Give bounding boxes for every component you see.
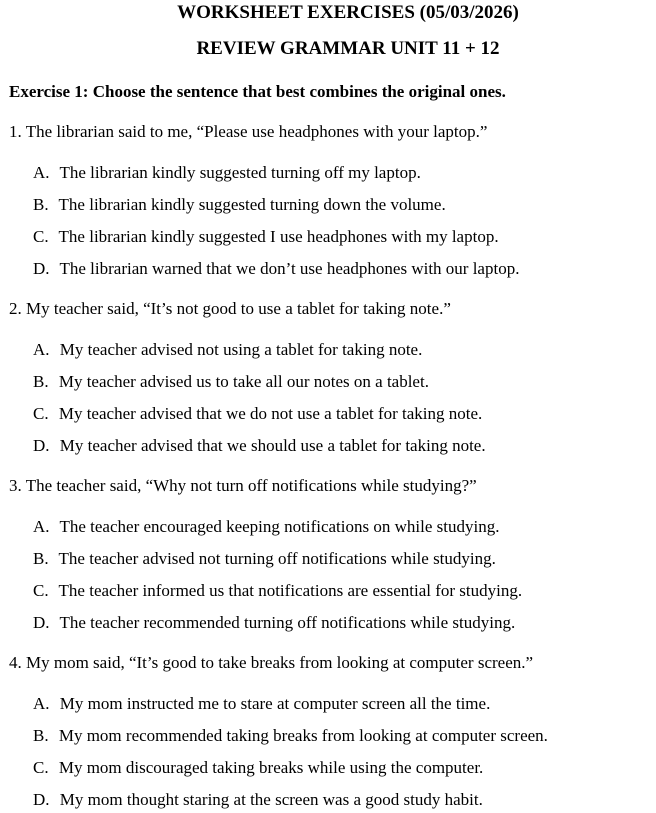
option-text: The teacher recommended turning off notifications while studying.	[59, 613, 516, 632]
option-letter: B.	[33, 726, 49, 745]
question-1-option-d	[33, 259, 519, 279]
question-4-option-a	[33, 694, 490, 714]
option-text: My teacher advised that we should use a tablet for taking note.	[59, 436, 486, 455]
option-text: My teacher advised us to take all our notes on a tablet.	[58, 372, 429, 391]
option-text: My mom recommended taking breaks from looking at computer screen.	[58, 726, 548, 745]
option-text: The librarian kindly suggested I use headphones with my laptop.	[58, 227, 499, 246]
option-text: My mom thought staring at the screen was a good study habit.	[59, 790, 483, 809]
exercise-instruction: Exercise 1: Choose the sentence that best combines the original ones.	[9, 82, 506, 101]
option-letter: B.	[33, 549, 49, 568]
option-text: The teacher advised not turning off notifications while studying.	[58, 549, 496, 568]
option-text: The teacher encouraged keeping notifications on while studying.	[59, 517, 500, 536]
option-letter: C.	[33, 227, 49, 246]
question-1-option-b	[33, 195, 446, 215]
option-text: The teacher informed us that notifications are essential for studying.	[58, 581, 523, 600]
question-3-option-d	[33, 613, 515, 633]
option-letter: D.	[33, 259, 50, 278]
option-letter: C.	[33, 758, 49, 777]
question-3-option-b	[33, 549, 496, 569]
option-letter: B.	[33, 195, 49, 214]
question-3-option-a	[33, 517, 499, 537]
option-text: My mom discouraged taking breaks while using the computer.	[58, 758, 484, 777]
question-4-option-d	[33, 790, 483, 810]
option-text: The librarian kindly suggested turning down the volume.	[58, 195, 446, 214]
worksheet-subtitle: REVIEW GRAMMAR UNIT 11 + 12	[196, 38, 500, 59]
option-letter: C.	[33, 404, 49, 423]
question-2-stem: 2. My teacher said, “It’s not good to use a tablet for taking note.”	[9, 299, 451, 318]
option-letter: D.	[33, 613, 50, 632]
option-letter: C.	[33, 581, 49, 600]
option-text: My mom instructed me to stare at computer screen all the time.	[59, 694, 491, 713]
question-2-option-b	[33, 372, 429, 392]
question-2-option-c	[33, 404, 482, 424]
option-letter: A.	[33, 163, 50, 182]
question-2-option-a	[33, 340, 422, 360]
worksheet-title: WORKSHEET EXERCISES (05/03/2026)	[177, 2, 519, 23]
option-text: My teacher advised not using a tablet for taking note.	[59, 340, 423, 359]
option-text: My teacher advised that we do not use a tablet for taking note.	[58, 404, 483, 423]
question-1-option-a	[33, 163, 421, 183]
option-letter: A.	[33, 340, 50, 359]
question-4-option-c	[33, 758, 483, 778]
option-letter: B.	[33, 372, 49, 391]
question-4-option-b	[33, 726, 548, 746]
question-1-stem: 1. The librarian said to me, “Please use headphones with your laptop.”	[9, 122, 488, 141]
question-1-option-c	[33, 227, 499, 247]
question-2-option-d	[33, 436, 486, 456]
question-3-option-c	[33, 581, 522, 601]
option-letter: A.	[33, 517, 50, 536]
question-3-stem: 3. The teacher said, “Why not turn off notifications while studying?”	[9, 476, 477, 495]
option-text: The librarian warned that we don’t use headphones with our laptop.	[59, 259, 520, 278]
question-4-stem: 4. My mom said, “It’s good to take breaks from looking at computer screen.”	[9, 653, 534, 672]
option-letter: A.	[33, 694, 50, 713]
option-letter: D.	[33, 436, 50, 455]
option-letter: D.	[33, 790, 50, 809]
option-text: The librarian kindly suggested turning off my laptop.	[59, 163, 421, 182]
